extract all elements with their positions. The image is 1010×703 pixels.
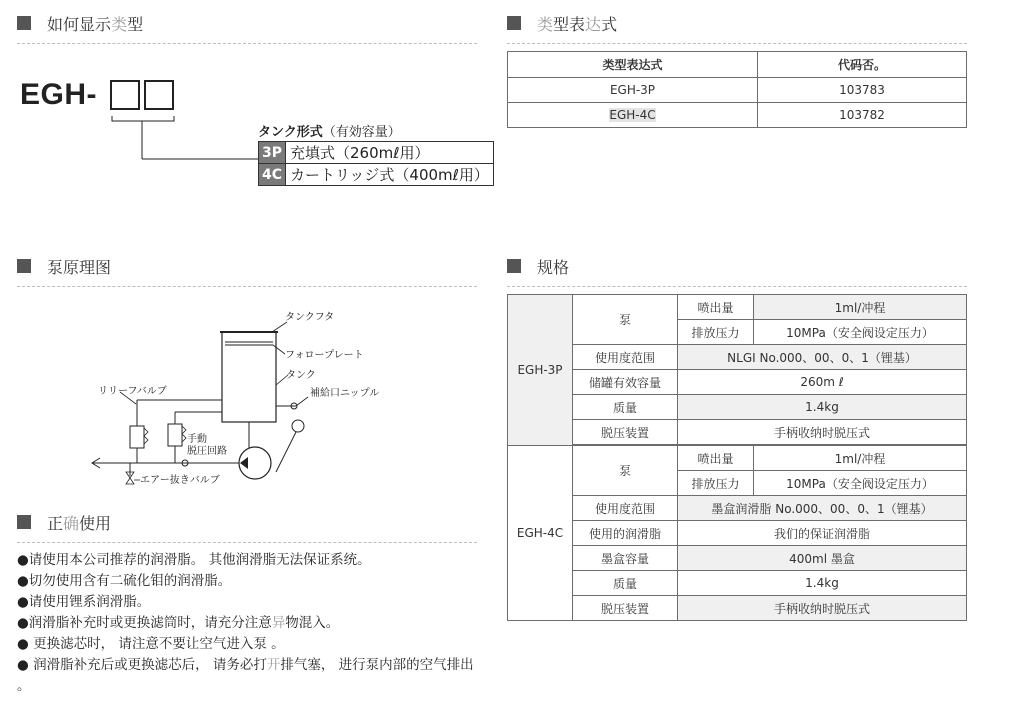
spec-label: 使用度范围 [573, 345, 678, 370]
tank-option-row [259, 164, 494, 186]
tank-option-table [258, 141, 494, 186]
spec-label: 使用的润滑脂 [573, 521, 678, 546]
tank-option-desc: カートリッジ式（400mℓ用） [286, 164, 494, 186]
spec-label: 墨盒容量 [573, 546, 678, 571]
spec-value: 10MPa（安全阀设定压力） [754, 320, 967, 345]
spec-value: 400ml 墨盒 [678, 546, 967, 571]
label-refill-nipple: 補給口ニップル [310, 388, 380, 399]
spec-label: 质量 [573, 395, 678, 420]
section-divider [17, 286, 477, 287]
section-divider [507, 43, 967, 44]
square-bullet-icon [17, 16, 31, 30]
spec-value: 1ml/冲程 [754, 446, 967, 471]
table-row [508, 521, 967, 546]
spec-value: 手柄收纳时脱压式 [678, 596, 967, 621]
section-title-display-type: 如 何 显 示 类 型 [17, 12, 143, 34]
tank-form-label: タンク形式（有効容量） [258, 125, 401, 140]
spec-label: 使用度范围 [573, 496, 678, 521]
square-bullet-icon [507, 259, 521, 273]
tank-option-code: 4C [259, 164, 286, 186]
type-cell: EGH-3P [508, 78, 758, 103]
tank-option-desc: 充填式（260mℓ用） [286, 142, 494, 164]
spec-value: 1.4kg [678, 571, 967, 596]
type-header: 类型表达式 [508, 52, 758, 78]
model-code-box-1 [110, 80, 140, 110]
table-row [508, 420, 967, 445]
spec-model-cell: EGH-3P [508, 295, 573, 446]
model-code-prefix: EGH- [20, 78, 97, 111]
tank-option-row [259, 142, 494, 164]
usage-item: ●请使用本公司推荐的润滑脂。 其他润滑脂无法保证系统。 [17, 552, 371, 568]
usage-item: ●切勿使用含有二硫化钼的润滑脂。 [17, 573, 232, 589]
pump-schematic-diagram [80, 300, 400, 495]
table-row [508, 571, 967, 596]
label-follow-plate: フォロープレート [285, 350, 364, 361]
spec-value: 260m ℓ [678, 370, 967, 395]
spec-label: 排放压力 [678, 320, 754, 345]
table-row [508, 596, 967, 621]
table-row [508, 103, 967, 128]
code-cell: 103783 [758, 78, 967, 103]
label-air-bleed-valve: エアー抜きバルブ [140, 475, 220, 486]
table-row [508, 78, 967, 103]
spec-value: 1.4kg [678, 395, 967, 420]
spec-label: 储罐有效容量 [573, 370, 678, 395]
square-bullet-icon [17, 515, 31, 529]
spec-label: 排放压力 [678, 471, 754, 496]
section-divider [17, 542, 477, 543]
section-title-type-expression: 类 型 表 达 式 [507, 12, 617, 34]
spec-table [507, 294, 967, 621]
model-code-connector [108, 114, 268, 164]
usage-notes [17, 550, 479, 697]
table-row [508, 546, 967, 571]
spec-label: 脱压装置 [573, 420, 678, 445]
table-row [508, 395, 967, 420]
table-row [508, 370, 967, 395]
square-bullet-icon [507, 16, 521, 30]
label-tank: タンク [286, 370, 316, 381]
section-title-correct-use: 正 确 使 用 [17, 511, 111, 533]
usage-item: ●请使用锂系润滑脂。 [17, 594, 151, 610]
spec-label: 质量 [573, 571, 678, 596]
spec-value: 1ml/冲程 [754, 295, 967, 320]
spec-pump-label: 泵 [573, 295, 678, 345]
spec-value: 我们的保证润滑脂 [678, 521, 967, 546]
tank-option-code: 3P [259, 142, 286, 164]
label-manual-relief-2: 脱圧回路 [187, 446, 227, 457]
label-relief-valve: リリーフバルブ [98, 386, 167, 397]
usage-item: ● 更换滤芯时， 请注意不要让空气进入泵 。 [17, 636, 285, 652]
spec-pump-label: 泵 [573, 446, 678, 496]
model-code-box-2 [144, 80, 174, 110]
section-divider [507, 286, 967, 287]
spec-label: 脱压装置 [573, 596, 678, 621]
spec-value: 手柄收纳时脱压式 [678, 420, 967, 445]
spec-value: NLGI No.000、00、0、1（锂基） [678, 345, 967, 370]
section-title-pump-principle: 泵 原 理 图 [17, 255, 111, 277]
type-code-table [507, 51, 967, 128]
spec-label: 喷出量 [678, 446, 754, 471]
table-row [508, 496, 967, 521]
table-row [508, 446, 967, 471]
spec-model-cell: EGH-4C [508, 446, 573, 621]
section-divider [17, 43, 477, 44]
table-row [508, 295, 967, 320]
type-cell: EGH-4C [508, 103, 758, 128]
label-manual-relief-1: 手動 [187, 434, 207, 445]
code-cell: 103782 [758, 103, 967, 128]
usage-item: ●润滑脂补充时或更换滤筒时，请充分注意异物混入。 [17, 615, 340, 631]
spec-value: 墨盒润滑脂 No.000、00、0、1（锂基） [678, 496, 967, 521]
spec-value: 10MPa（安全阀设定压力） [754, 471, 967, 496]
section-title-specs: 规 格 [507, 255, 569, 277]
square-bullet-icon [17, 259, 31, 273]
usage-item: ● 润滑脂补充后或更换滤芯后， 请务必打开排气塞， 进行泵内部的空气排出 。 [17, 657, 474, 694]
table-row [508, 345, 967, 370]
label-tank-lid: タンクフタ [285, 312, 335, 323]
code-header: 代码否。 [758, 52, 967, 78]
spec-label: 喷出量 [678, 295, 754, 320]
